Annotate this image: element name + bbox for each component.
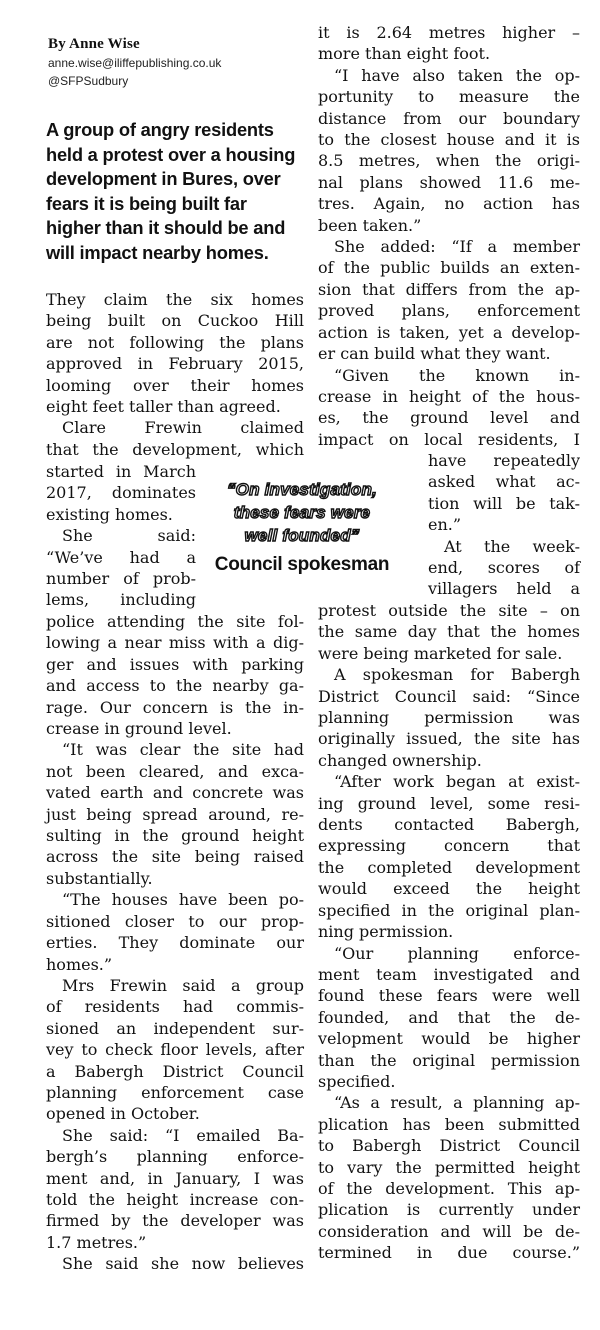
text-line: substantially. [46,868,153,888]
text-line: firmed by the developer was [46,1211,304,1231]
author-twitter-handle[interactable]: @SFPSudbury [48,74,129,88]
right-column-narrow [428,450,580,600]
text-line: action is taken, yet a develop- [318,322,580,342]
text-line: that the development, which [46,439,304,459]
text-line: crease in ground level. [46,719,232,739]
text-line: planning permission was [318,708,580,728]
text-line: portunity to measure the [318,87,580,107]
text-line: “The houses have been po- [62,890,304,910]
text-line: existing homes. [46,504,173,524]
text-line: tres. Again, no action has [318,194,580,214]
text-line: specified in the original plan- [318,900,580,920]
text-line: across the site being raised [46,847,304,867]
text-line: crease in height of the hous- [318,386,580,406]
text-line: She said: “I emailed Ba- [62,1125,304,1145]
text-line: expressing concern that [318,836,580,856]
text-line: homes.” [46,954,113,974]
text-line: “It was clear the site had [62,740,304,760]
text-line: the completed development [318,857,580,877]
text-line: es, the ground level and [318,408,580,428]
text-line: distance from our boundary [318,108,580,128]
text-line: nal plans showed 11.6 me- [318,172,580,192]
byline-name: Anne Wise [69,36,140,52]
text-line: eight feet taller than agreed. [46,397,281,417]
right-column-bottom [318,600,580,1264]
pull-quote-source: Council spokesman [214,554,390,575]
text-line: changed ownership. [318,750,482,770]
text-line: ning permission. [318,922,454,942]
text-line: en.” [428,515,462,535]
text-line: found these fears were well [318,986,580,1006]
text-line: Mrs Frewin said a group [62,975,304,995]
text-line: started in March [46,462,196,481]
text-line: specified. [318,1071,396,1091]
text-line: asked what ac- [428,472,580,492]
text-line: protest outside the site – on [318,601,580,620]
standfirst-line: held a protest over a housing [46,143,296,165]
standfirst-line: A group of angry residents [46,119,274,140]
text-line: are not following the plans [46,332,304,352]
text-line: end, scores of [428,558,580,578]
text-line: 2017, dominates [46,483,196,503]
text-line: impact on local residents, I [318,429,580,449]
text-line: “I have also taken the op- [334,65,580,85]
text-line: it is 2.64 metres higher – [318,23,580,42]
text-line: been taken.” [318,215,422,235]
byline-prefix: By [48,36,66,52]
text-line: They claim the six homes [46,290,304,309]
text-line: A spokesman for Babergh [334,665,580,685]
text-line: founded, and that the de- [318,1007,580,1027]
text-line: “Given the known in- [334,365,580,385]
text-line: She added: “If a member [334,237,580,257]
text-line: number of prob- [46,569,196,589]
text-line: District Council said: “Since [318,686,580,706]
left-column-bottom [46,611,304,1275]
text-line: erties. They dominate our [46,933,304,953]
byline [48,36,140,53]
pull-quote-line: “On investigation, [226,480,377,499]
text-line: the same day that the homes [318,622,580,642]
text-line: to vary the permitted height [318,1157,580,1177]
text-line: “Our planning enforce- [334,943,580,963]
text-line: just being spread around, re- [46,804,304,824]
text-line: proved plans, enforcement [318,301,580,321]
pull-quote-text [204,478,400,547]
text-line: velopment would be higher [318,1029,580,1049]
text-line: “We’ve had a [46,547,196,567]
text-line: lems, including [46,590,196,610]
text-line: of residents had commis- [46,997,304,1017]
text-line: looming over their homes [46,375,304,395]
text-line: to Babergh District Council [318,1136,580,1156]
text-line: opened in October. [46,1104,200,1124]
text-line: She said she now believes [62,1254,304,1274]
text-line: to the closest house and it is [318,130,580,150]
text-line: ing ground level, some resi- [318,793,580,813]
text-line: plication is currently under [318,1200,580,1220]
text-line: sitioned closer to our prop- [46,911,304,931]
text-line: police attending the site fol- [46,612,304,631]
text-line: were being marketed for sale. [318,643,563,663]
left-column-top [46,289,304,460]
text-line: told the height increase con- [46,1189,304,1209]
text-line: She said: [62,526,196,546]
text-line: more than eight foot. [318,44,491,64]
text-line: ment team investigated and [318,964,580,984]
text-line: villagers held a [428,579,580,599]
standfirst [46,118,308,265]
text-line: sulting in the ground height [46,826,304,846]
text-line: have repeatedly [428,451,580,470]
text-line: ger and issues with parking [46,654,304,674]
text-line: would exceed the height [318,879,580,899]
text-line: sion that differs from the ap- [318,279,580,299]
pull-quote-line: well founded” [244,526,360,545]
text-line: approved in February 2015, [46,354,304,374]
text-line: not been cleared, and exca- [46,761,304,781]
text-line: “After work began at exist- [334,772,580,792]
standfirst-line: development in Bures, over [46,168,281,189]
standfirst-line: fears it is being built far [46,192,247,214]
standfirst-line: higher than it should be and [46,217,286,238]
text-line: vey to check floor levels, after [46,1040,304,1060]
author-email[interactable]: anne.wise@iliffepublishing.co.uk [48,56,222,70]
right-column-top [318,22,580,450]
text-line: “As a result, a planning ap- [334,1093,580,1113]
text-line: lowing a near miss with a dig- [46,633,304,653]
text-line: and access to the nearby ga- [46,676,304,696]
text-line: originally issued, the site has [318,729,580,749]
text-line: a Babergh District Council [46,1061,304,1081]
text-line: plication has been submitted [318,1114,580,1134]
text-line: consideration and will be de- [318,1221,580,1241]
left-column-narrow [46,461,196,611]
pull-quote-line: these fears were [233,503,371,522]
text-line: termined in due course.” [318,1243,580,1263]
text-line: of the development. This ap- [318,1178,580,1198]
text-line: bergh’s planning enforce- [46,1147,304,1167]
text-line: tion will be tak- [428,493,580,513]
text-line: er can build what they want. [318,344,551,364]
text-line: vated earth and concrete was [46,783,304,803]
text-line: than the original permission [318,1050,580,1070]
text-line: of the public builds an exten- [318,258,580,278]
text-line: Clare Frewin claimed [62,418,304,438]
text-line: At the week- [444,536,580,556]
pull-quote [204,478,400,577]
standfirst-line: will impact nearby homes. [46,241,269,263]
text-line: rage. Our concern is the in- [46,697,304,717]
text-line: sioned an independent sur- [46,1018,304,1038]
text-line: ment and, in January, I was [46,1168,304,1188]
text-line: 1.7 metres.” [46,1232,147,1252]
text-line: planning enforcement case [46,1082,304,1102]
text-line: dents contacted Babergh, [318,815,580,835]
text-line: being built on Cuckoo Hill [46,311,304,331]
text-line: 8.5 metres, when the origi- [318,151,580,171]
